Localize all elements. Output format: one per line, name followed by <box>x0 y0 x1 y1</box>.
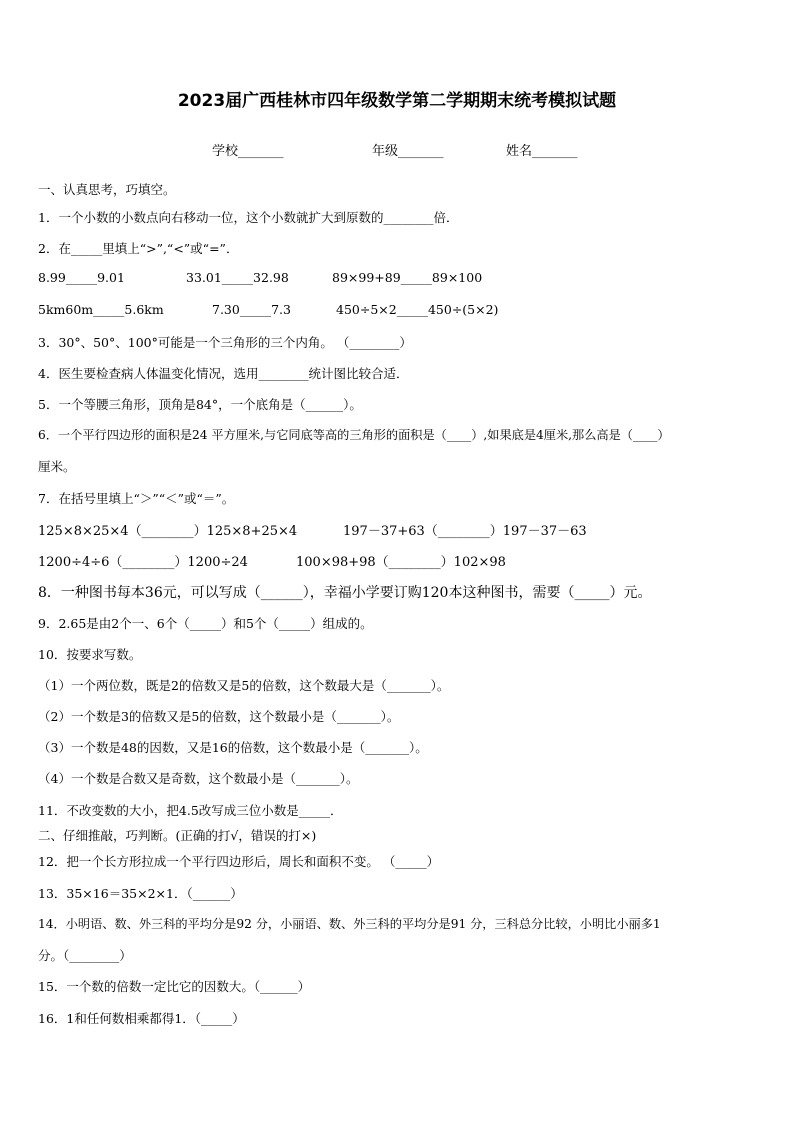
question-10: 10．按要求写数。 <box>38 647 142 662</box>
question-1: 1．一个小数的小数点向右移动一位，这个小数就扩大到原数的________倍． <box>38 210 459 225</box>
question-11: 11．不改变数的大小，把4.5改写成三位小数是_____． <box>38 803 343 818</box>
q10-item-2: （2）一个数是3的倍数又是5的倍数，这个数最小是（_______）。 <box>38 709 400 724</box>
question-9: 9．2.65是由2个一、6个（_____）和5个（_____）组成的。 <box>38 616 373 631</box>
question-6: 6．一个平行四边形的面积是24 平方厘米,与它同底等高的三角形的面积是（____）,如果底是4厘米,那么高是（____） <box>38 428 670 442</box>
question-16: 16．1和任何数相乘都得1．（_____） <box>38 1011 245 1026</box>
q10-item-4: （4）一个数是合数又是奇数，这个数最小是（_______）。 <box>38 771 359 786</box>
question-7: 7．在括号里填上“＞”“＜”或“＝”。 <box>38 491 235 506</box>
q7-row2-item2: 100×98+98（________）102×98 <box>296 555 506 570</box>
q7-row2-item1: 1200÷4÷6（________）1200÷24 <box>38 555 248 570</box>
exam-title: 2023届广西桂林市四年级数学第二学期期末统考模拟试题 <box>177 91 617 111</box>
q2-row1-item1: 8.99_____9.01 <box>38 270 125 285</box>
question-14: 14．小明语、数、外三科的平均分是92 分，小丽语、数、外三科的平均分是91 分，三科总分比较，小明比小丽多1 <box>38 917 661 931</box>
q7-row1-item2: 197－37+63（________）197－37－63 <box>343 524 587 539</box>
grade-field: 年级_______ <box>372 144 444 159</box>
q7-row1-item1: 125×8×25×4（________）125×8+25×4 <box>38 524 298 539</box>
q2-row2-item1: 5km60m_____5.6km <box>38 302 164 317</box>
q2-row1-item2: 33.01_____32.98 <box>186 270 289 285</box>
school-field: 学校_______ <box>212 144 284 159</box>
question-8: 8．一种图书每本36元，可以写成（______），幸福小学要订购120本这种图书，需要（_____）元。 <box>38 585 652 601</box>
q10-item-1: （1）一个两位数，既是2的倍数又是5的倍数，这个数最大是（_______）。 <box>38 678 450 693</box>
q10-item-3: （3）一个数是48的因数，又是16的倍数，这个数最小是（_______）。 <box>38 740 428 755</box>
section-2-heading: 二、仔细推敲，巧判断。(正确的打√，错误的打×) <box>38 828 317 843</box>
q2-row2-item3: 450÷5×2_____450÷(5×2) <box>336 302 499 317</box>
question-14-continued: 分。（________） <box>38 948 132 963</box>
question-6-continued: 厘米。 <box>38 459 76 474</box>
question-4: 4．医生要检查病人体温变化情况，选用________统计图比较合适． <box>38 366 409 381</box>
q2-row1-item3: 89×99+89_____89×100 <box>332 270 483 285</box>
question-13: 13．35×16＝35×2×1．（______） <box>38 886 243 901</box>
question-5: 5．一个等腰三角形，顶角是84°，一个底角是（______）。 <box>38 397 362 412</box>
name-field: 姓名_______ <box>506 144 578 159</box>
q2-row2-item2: 7.30_____7.3 <box>212 302 291 317</box>
question-12: 12．把一个长方形拉成一个平行四边形后，周长和面积不变。 （_____） <box>38 854 440 869</box>
question-15: 15．一个数的倍数一定比它的因数大。（______） <box>38 979 311 994</box>
question-2: 2．在_____里填上“>”,“<”或“=”． <box>38 241 239 256</box>
question-3: 3．30°、50°、100°可能是一个三角形的三个内角。 （________） <box>38 335 412 350</box>
section-1-heading: 一、认真思考，巧填空。 <box>38 182 176 197</box>
